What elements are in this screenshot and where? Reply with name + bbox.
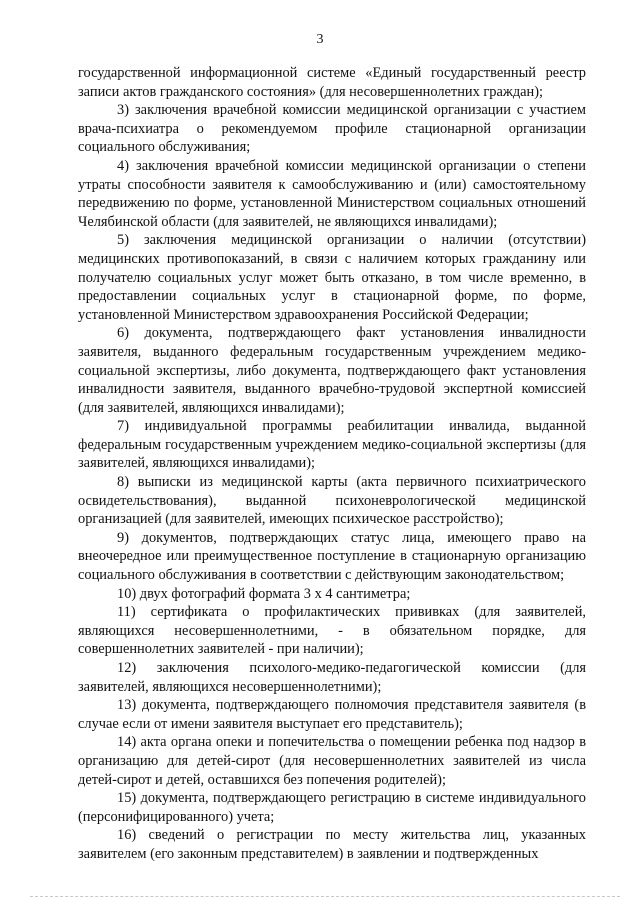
scan-artifact-line xyxy=(30,896,620,897)
paragraph-item-15: 15) документа, подтверждающего регистрацию в системе индивидуального (персонифицированного) учета; xyxy=(78,790,586,825)
paragraph-item-13: 13) документа, подтверждающего полномочия представителя заявителя (в случае если от имени заявителя выступает его представитель); xyxy=(78,697,586,732)
paragraph-item-4: 4) заключения врачебной комиссии медицинской организации о степени утраты способности заявителя к самообслуживанию и (или) самостоятельному передвижению по форме, установленной Министерством социальных отношений Челябинской области (для заявителей, не являющихся инвалидами); xyxy=(78,157,586,230)
paragraph-item-9: 9) документов, подтверждающих статус лица, имеющего право на внеочередное или преимущественное поступление в стационарную организацию социального обслуживания в соответствии с действующим законодательством; xyxy=(78,529,586,584)
paragraph-item-3: 3) заключения врачебной комиссии медицинской организации с участием врача-психиатра о рекомендуемом профиле стационарной организации социального обслуживания; xyxy=(78,102,586,156)
paragraph-item-14: 14) акта органа опеки и попечительства о помещении ребенка под надзор в организацию для детей-сирот (для несовершеннолетних заявителей из числа детей-сирот и детей, оставшихся без попечения родителей); xyxy=(78,734,586,788)
paragraph-item-16: 16) сведений о регистрации по месту жительства лиц, указанных заявителем (его законным представителем) в заявлении и подтвержденных xyxy=(78,827,586,862)
paragraph-item-5: 5) заключения медицинской организации о наличии (отсутствии) медицинских противопоказаний, в связи с наличием которых гражданину или получателю социальных услуг может быть отказано, в том числе временно, в предоставлении социальных услуг в стационарной форме, по форме, установленной Министерством здравоохранения Российской Федерации; xyxy=(78,232,586,323)
paragraph-item-6: 6) документа, подтверждающего факт установления инвалидности заявителя, выданного федеральным государственным учреждением медико-социальной экспертизы, либо документа, подтверждающего факт установления инвалидности заявителя, выданного врачебно-трудовой экспертной комиссией (для заявителей, являющихся инвалидами); xyxy=(78,325,586,416)
document-body xyxy=(78,64,586,864)
paragraph-item-11: 11) сертификата о профилактических прививках (для заявителей, являющихся несовершеннолетними, - в обязательном порядке, для совершеннолетних заявителей - при наличии); xyxy=(78,604,586,658)
paragraph-item-8: 8) выписки из медицинской карты (акта первичного психиатрического освидетельствования), выданной психоневрологической медицинской организацией (для заявителей, имеющих психическое расстройство); xyxy=(78,474,586,528)
paragraph-item-10: 10) двух фотографий формата 3 х 4 сантиметра; xyxy=(117,585,411,602)
paragraph-item-12: 12) заключения психолого-медико-педагогической комиссии (для заявителей, являющихся несовершеннолетними); xyxy=(78,660,586,695)
page-number: 3 xyxy=(316,32,324,47)
paragraph-continuation: государственной информационной системе «Единый государственный реестр записи актов гражданского состояния» (для несовершеннолетних граждан); xyxy=(78,65,586,100)
paragraph-item-7: 7) индивидуальной программы реабилитации инвалида, выданной федеральным государственным учреждением медико-социальной экспертизы (для заявителей, являющихся инвалидами); xyxy=(78,418,586,472)
